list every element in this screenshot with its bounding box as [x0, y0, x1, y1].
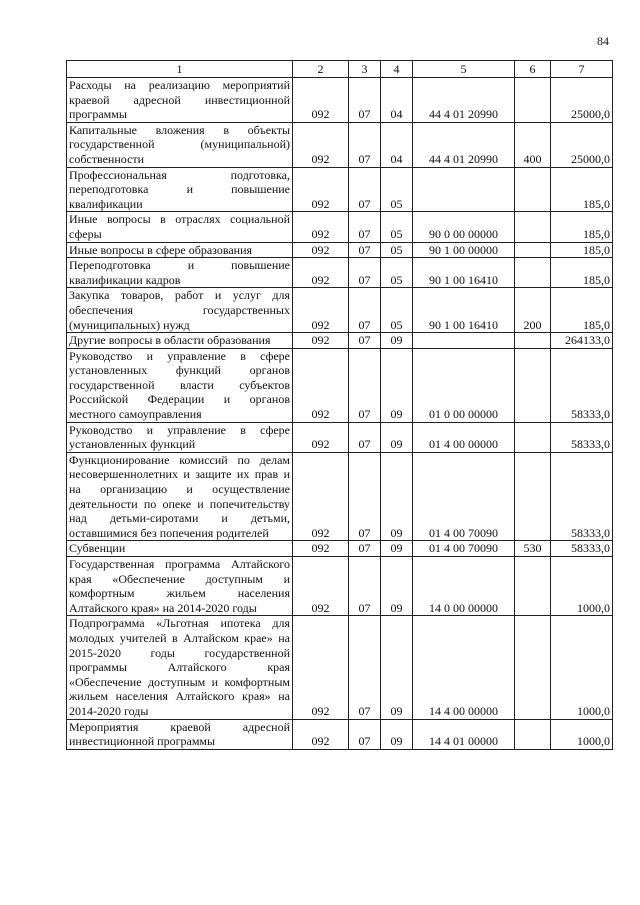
- row-target-article: 01 0 00 00000: [413, 348, 515, 422]
- row-subsection-code: 09: [381, 348, 413, 422]
- header-col-7: 7: [551, 61, 613, 78]
- row-name: Функционирование комиссий по делам несовершеннолетних и защите их прав и на организацию и осуществление деятельности по опеке и попечительству над детьми-сиротами и детьми, оставшимися без попечения родителей: [67, 452, 293, 541]
- row-expense-type: [515, 258, 551, 288]
- row-section-code: 07: [349, 242, 381, 258]
- row-section-code: 07: [349, 541, 381, 557]
- row-name: Руководство и управление в сфере установленных функций: [67, 422, 293, 452]
- row-amount: 185,0: [551, 212, 613, 242]
- table-row: [67, 122, 613, 167]
- row-expense-type: [515, 78, 551, 123]
- row-amount: 58333,0: [551, 541, 613, 557]
- row-ministry-code: 092: [293, 616, 349, 719]
- row-section-code: 07: [349, 258, 381, 288]
- row-expense-type: [515, 212, 551, 242]
- row-name: Государственная программа Алтайского края «Обеспечение доступным и комфортным жильем населения Алтайского края» на 2014-2020 годы: [67, 557, 293, 616]
- row-ministry-code: 092: [293, 242, 349, 258]
- row-name: Расходы на реализацию мероприятий краевой адресной инвестиционной программы: [67, 78, 293, 123]
- row-subsection-code: 09: [381, 719, 413, 749]
- row-name: Профессиональная подготовка, переподготовка и повышение квалификации: [67, 167, 293, 212]
- row-expense-type: 400: [515, 122, 551, 167]
- row-subsection-code: 09: [381, 333, 413, 349]
- row-expense-type: [515, 167, 551, 212]
- table-row: [67, 422, 613, 452]
- row-target-article: [413, 333, 515, 349]
- row-section-code: 07: [349, 212, 381, 242]
- row-subsection-code: 05: [381, 288, 413, 333]
- row-amount: 1000,0: [551, 719, 613, 749]
- header-col-1: 1: [67, 61, 293, 78]
- row-ministry-code: 092: [293, 541, 349, 557]
- row-subsection-code: 09: [381, 422, 413, 452]
- row-section-code: 07: [349, 348, 381, 422]
- row-section-code: 07: [349, 333, 381, 349]
- row-section-code: 07: [349, 719, 381, 749]
- row-section-code: 07: [349, 616, 381, 719]
- row-expense-type: [515, 616, 551, 719]
- row-expense-type: [515, 557, 551, 616]
- table-body: [67, 78, 613, 750]
- row-amount: 1000,0: [551, 557, 613, 616]
- row-ministry-code: 092: [293, 122, 349, 167]
- row-subsection-code: 05: [381, 242, 413, 258]
- row-target-article: 01 4 00 70090: [413, 541, 515, 557]
- table-row: [67, 258, 613, 288]
- row-ministry-code: 092: [293, 333, 349, 349]
- row-subsection-code: 05: [381, 167, 413, 212]
- header-col-5: 5: [413, 61, 515, 78]
- row-amount: 264133,0: [551, 333, 613, 349]
- row-section-code: 07: [349, 78, 381, 123]
- row-target-article: 01 4 00 00000: [413, 422, 515, 452]
- row-amount: 185,0: [551, 167, 613, 212]
- row-name: Капитальные вложения в объекты государственной (муниципальной) собственности: [67, 122, 293, 167]
- row-name: Мероприятия краевой адресной инвестиционной программы: [67, 719, 293, 749]
- row-target-article: 14 4 00 00000: [413, 616, 515, 719]
- row-target-article: 14 0 00 00000: [413, 557, 515, 616]
- row-section-code: 07: [349, 122, 381, 167]
- table-row: [67, 212, 613, 242]
- row-expense-type: 530: [515, 541, 551, 557]
- row-ministry-code: 092: [293, 719, 349, 749]
- row-amount: 185,0: [551, 258, 613, 288]
- row-subsection-code: 04: [381, 78, 413, 123]
- row-expense-type: 200: [515, 288, 551, 333]
- row-target-article: 90 0 00 00000: [413, 212, 515, 242]
- row-amount: 25000,0: [551, 122, 613, 167]
- row-subsection-code: 04: [381, 122, 413, 167]
- row-expense-type: [515, 452, 551, 541]
- row-amount: 25000,0: [551, 78, 613, 123]
- row-name: Руководство и управление в сфере установленных функций органов государственной власти субъектов Российской Федерации и органов местного самоуправления: [67, 348, 293, 422]
- row-ministry-code: 092: [293, 167, 349, 212]
- row-ministry-code: 092: [293, 212, 349, 242]
- row-section-code: 07: [349, 557, 381, 616]
- row-amount: 1000,0: [551, 616, 613, 719]
- row-target-article: 90 1 00 00000: [413, 242, 515, 258]
- budget-table: [66, 60, 613, 750]
- header-col-2: 2: [293, 61, 349, 78]
- table-row: [67, 348, 613, 422]
- header-col-3: 3: [349, 61, 381, 78]
- row-subsection-code: 09: [381, 557, 413, 616]
- table-row: [67, 78, 613, 123]
- table-row: [67, 167, 613, 212]
- row-name: Субвенции: [67, 541, 293, 557]
- row-section-code: 07: [349, 452, 381, 541]
- table-row: [67, 288, 613, 333]
- row-amount: 58333,0: [551, 422, 613, 452]
- row-subsection-code: 09: [381, 452, 413, 541]
- row-target-article: [413, 167, 515, 212]
- row-amount: 58333,0: [551, 348, 613, 422]
- row-expense-type: [515, 348, 551, 422]
- row-name: Переподготовка и повышение квалификации кадров: [67, 258, 293, 288]
- row-name: Иные вопросы в сфере образования: [67, 242, 293, 258]
- row-ministry-code: 092: [293, 348, 349, 422]
- row-ministry-code: 092: [293, 422, 349, 452]
- row-subsection-code: 05: [381, 258, 413, 288]
- row-subsection-code: 05: [381, 212, 413, 242]
- row-name: Подпрограмма «Льготная ипотека для молодых учителей в Алтайском крае» на 2015-2020 годы государственной программы Алтайского края «Обеспечение доступным и комфортным жильем населения Алтайского края» на 2014-2020 годы: [67, 616, 293, 719]
- row-section-code: 07: [349, 167, 381, 212]
- row-ministry-code: 092: [293, 452, 349, 541]
- row-target-article: 01 4 00 70090: [413, 452, 515, 541]
- row-amount: 185,0: [551, 288, 613, 333]
- row-subsection-code: 09: [381, 616, 413, 719]
- row-ministry-code: 092: [293, 288, 349, 333]
- header-col-4: 4: [381, 61, 413, 78]
- row-ministry-code: 092: [293, 258, 349, 288]
- table-row: [67, 541, 613, 557]
- table-row: [67, 242, 613, 258]
- row-target-article: 90 1 00 16410: [413, 258, 515, 288]
- row-name: Иные вопросы в отраслях социальной сферы: [67, 212, 293, 242]
- page-number: 84: [597, 34, 609, 48]
- row-ministry-code: 092: [293, 78, 349, 123]
- row-expense-type: [515, 333, 551, 349]
- row-expense-type: [515, 422, 551, 452]
- row-target-article: 44 4 01 20990: [413, 122, 515, 167]
- row-expense-type: [515, 719, 551, 749]
- table-row: [67, 452, 613, 541]
- row-amount: 185,0: [551, 242, 613, 258]
- row-target-article: 14 4 01 00000: [413, 719, 515, 749]
- row-ministry-code: 092: [293, 557, 349, 616]
- table-header-row: [67, 61, 613, 78]
- row-name: Закупка товаров, работ и услуг для обеспечения государственных (муниципальных) нужд: [67, 288, 293, 333]
- row-name: Другие вопросы в области образования: [67, 333, 293, 349]
- table-row: [67, 719, 613, 749]
- row-section-code: 07: [349, 288, 381, 333]
- row-section-code: 07: [349, 422, 381, 452]
- row-amount: 58333,0: [551, 452, 613, 541]
- row-expense-type: [515, 242, 551, 258]
- table-row: [67, 333, 613, 349]
- row-target-article: 44 4 01 20990: [413, 78, 515, 123]
- table-row: [67, 616, 613, 719]
- header-col-6: 6: [515, 61, 551, 78]
- row-target-article: 90 1 00 16410: [413, 288, 515, 333]
- table-row: [67, 557, 613, 616]
- row-subsection-code: 09: [381, 541, 413, 557]
